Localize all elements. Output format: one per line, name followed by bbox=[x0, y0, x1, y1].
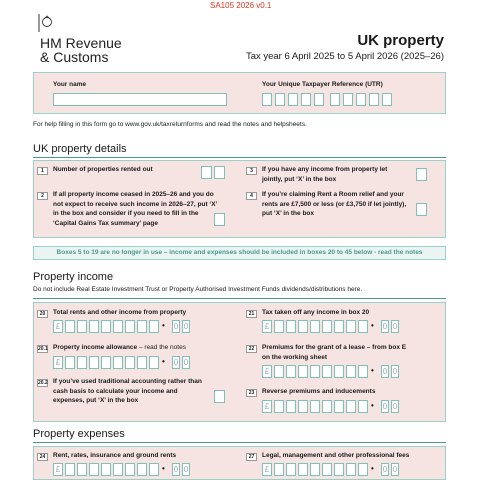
amount-cell[interactable] bbox=[358, 365, 368, 378]
amount-cell[interactable] bbox=[286, 365, 296, 378]
amount-cell[interactable] bbox=[77, 356, 87, 369]
box-number: 2 bbox=[37, 192, 48, 200]
utr-cell[interactable] bbox=[330, 93, 340, 106]
amount-cell[interactable] bbox=[149, 356, 159, 369]
properties-count-cell[interactable] bbox=[201, 166, 212, 179]
utr-cell[interactable] bbox=[382, 93, 392, 106]
box2-label: If all property income ceased in 2025–26 and you do not expect to receive such income in 2026–27, put ‘X’ in the box and consider if you need to fill in the ‘Capital Gains Tax summary’ page bbox=[53, 191, 218, 227]
amount-cell[interactable] bbox=[274, 463, 284, 476]
income-subtext: Do not include Real Estate Investment Trust or Property Authorised Investment Funds dividends/distributions here. bbox=[33, 286, 363, 293]
amount-cell[interactable] bbox=[322, 400, 332, 413]
traditional-accounting-checkbox[interactable] bbox=[214, 390, 225, 403]
decimal-point: • bbox=[162, 321, 165, 330]
amount-cell[interactable] bbox=[137, 463, 147, 476]
pound-sign: £ bbox=[53, 356, 63, 369]
amount-cell[interactable] bbox=[125, 320, 135, 333]
decimal-point: • bbox=[371, 321, 374, 330]
amount-cell[interactable] bbox=[274, 320, 284, 333]
utr-label: Your Unique Taxpayer Reference (UTR) bbox=[262, 81, 383, 88]
utr-cell[interactable] bbox=[288, 93, 298, 106]
pound-sign: £ bbox=[53, 320, 63, 333]
amount-cell[interactable] bbox=[322, 463, 332, 476]
amount-cell[interactable] bbox=[149, 463, 159, 476]
pound-sign: £ bbox=[262, 400, 272, 413]
box20-1-label bbox=[53, 343, 186, 353]
amount-cell[interactable] bbox=[125, 356, 135, 369]
box-number: 23 bbox=[246, 389, 257, 397]
org-line2: & Customs bbox=[40, 49, 109, 65]
utr-cell[interactable] bbox=[275, 93, 285, 106]
box-number: 4 bbox=[246, 192, 257, 200]
box-number: 3 bbox=[246, 167, 257, 175]
amount-cell[interactable] bbox=[137, 320, 147, 333]
decimal-point: • bbox=[371, 464, 374, 473]
amount-cell[interactable] bbox=[77, 320, 87, 333]
expenses-divider bbox=[33, 442, 446, 443]
amount-cell[interactable] bbox=[358, 463, 368, 476]
amount-cell[interactable] bbox=[137, 356, 147, 369]
rent-a-room-checkbox[interactable] bbox=[416, 203, 427, 216]
amount-cell[interactable] bbox=[298, 463, 308, 476]
pound-sign: £ bbox=[262, 463, 272, 476]
amount-cell[interactable] bbox=[346, 320, 356, 333]
amount-cell[interactable] bbox=[149, 320, 159, 333]
box24-label: Rent, rates, insurance and ground rents bbox=[53, 452, 177, 459]
pence-cell: 0 bbox=[392, 367, 398, 376]
amount-cell[interactable] bbox=[274, 365, 284, 378]
amount-cell[interactable] bbox=[286, 320, 296, 333]
amount-cell[interactable] bbox=[101, 356, 111, 369]
name-label: Your name bbox=[53, 81, 87, 88]
amount-cell[interactable] bbox=[358, 320, 368, 333]
amount-cell[interactable] bbox=[113, 356, 123, 369]
amount-cell[interactable] bbox=[322, 365, 332, 378]
properties-count-cell[interactable] bbox=[214, 166, 225, 179]
amount-cell[interactable] bbox=[310, 320, 320, 333]
amount-cell[interactable] bbox=[310, 463, 320, 476]
amount-cell[interactable] bbox=[65, 320, 75, 333]
box20-label: Total rents and other income from property bbox=[53, 309, 187, 316]
utr-cell[interactable] bbox=[262, 93, 272, 106]
amount-cell[interactable] bbox=[77, 463, 87, 476]
pence-cell: 0 bbox=[183, 465, 189, 474]
pence-cell: 0 bbox=[183, 358, 189, 367]
amount-cell[interactable] bbox=[113, 463, 123, 476]
pence-cell: 0 bbox=[392, 402, 398, 411]
decimal-point: • bbox=[371, 401, 374, 410]
box21-label: Tax taken off any income in box 20 bbox=[262, 309, 370, 316]
details-divider bbox=[33, 157, 446, 158]
amount-cell[interactable] bbox=[125, 463, 135, 476]
amount-cell[interactable] bbox=[334, 320, 344, 333]
crest-icon bbox=[38, 14, 54, 37]
help-text: For help filling in this form go to www.gov.uk/taxreturnforms and read the notes and helpsheets. bbox=[33, 121, 307, 128]
amount-cell[interactable] bbox=[101, 320, 111, 333]
box1-label: Number of properties rented out bbox=[53, 166, 153, 173]
ceased-checkbox[interactable] bbox=[214, 213, 225, 226]
income-heading: Property income bbox=[33, 271, 114, 283]
utr-cell[interactable] bbox=[369, 93, 379, 106]
box-number: 27 bbox=[246, 453, 257, 461]
pence-cell: 0 bbox=[382, 322, 388, 331]
pence-cell: 0 bbox=[392, 465, 398, 474]
org-name bbox=[40, 36, 122, 64]
amount-cell[interactable] bbox=[346, 365, 356, 378]
amount-cell[interactable] bbox=[346, 400, 356, 413]
pence-cell: 0 bbox=[173, 465, 179, 474]
amount-cell[interactable] bbox=[101, 463, 111, 476]
amount-cell[interactable] bbox=[286, 463, 296, 476]
amount-cell[interactable] bbox=[310, 400, 320, 413]
pence-cell: 0 bbox=[392, 322, 398, 331]
box27-label: Legal, management and other professional fees bbox=[262, 452, 410, 459]
amount-cell[interactable] bbox=[334, 400, 344, 413]
amount-cell[interactable] bbox=[65, 463, 75, 476]
pence-cell: 0 bbox=[183, 322, 189, 331]
utr-cell[interactable] bbox=[356, 93, 366, 106]
box20-1-label-main: Property income allowance bbox=[53, 344, 138, 351]
utr-cell[interactable] bbox=[314, 93, 324, 106]
amount-cell[interactable] bbox=[89, 463, 99, 476]
amount-cell[interactable] bbox=[286, 400, 296, 413]
box-number: 24 bbox=[37, 453, 48, 461]
box-number: 21 bbox=[246, 310, 257, 318]
utr-cell[interactable] bbox=[301, 93, 311, 106]
org-line1: HM Revenue bbox=[40, 35, 122, 51]
box20-1-note: – read the notes bbox=[137, 344, 186, 351]
utr-cell[interactable] bbox=[343, 93, 353, 106]
amount-cell[interactable] bbox=[334, 463, 344, 476]
box-number: 20 bbox=[37, 310, 48, 318]
amount-cell[interactable] bbox=[322, 320, 332, 333]
income-divider bbox=[33, 298, 446, 299]
box-number: 22 bbox=[246, 345, 257, 353]
tax-year: Tax year 6 April 2025 to 5 April 2026 (2025–26) bbox=[245, 51, 444, 62]
amount-cell[interactable] bbox=[310, 365, 320, 378]
pence-cell: 0 bbox=[382, 367, 388, 376]
amount-cell[interactable] bbox=[65, 356, 75, 369]
pound-sign: £ bbox=[53, 463, 63, 476]
name-field[interactable] bbox=[53, 93, 227, 106]
pound-sign: £ bbox=[262, 320, 272, 333]
box22-label: Premiums for the grant of a lease – from box E on the working sheet bbox=[262, 344, 407, 361]
pence-cell: 0 bbox=[382, 465, 388, 474]
box20-2-label: If you’ve used traditional accounting rather than cash basis to calculate your income and expenses, put ‘X’ in the box bbox=[53, 378, 202, 404]
pound-sign: £ bbox=[262, 365, 272, 378]
form-code: SA105 2026 v0.1 bbox=[210, 1, 272, 10]
box-number: 20.2 bbox=[38, 380, 48, 386]
amount-cell[interactable] bbox=[346, 463, 356, 476]
amount-cell[interactable] bbox=[358, 400, 368, 413]
box-number: 1 bbox=[37, 167, 48, 175]
expenses-heading: Property expenses bbox=[33, 428, 125, 440]
pence-cell: 0 bbox=[382, 402, 388, 411]
notice-bar: Boxes 5 to 19 are no longer in use – income and expenses should be included in boxes 20 to 45 below - read the notes bbox=[33, 246, 446, 260]
amount-cell[interactable] bbox=[298, 365, 308, 378]
decimal-point: • bbox=[371, 366, 374, 375]
pence-cell: 0 bbox=[173, 358, 179, 367]
amount-cell[interactable] bbox=[113, 320, 123, 333]
amount-cell[interactable] bbox=[334, 365, 344, 378]
amount-cell[interactable] bbox=[274, 400, 284, 413]
box3-label: If you have any income from property let jointly, put ‘X’ in the box bbox=[262, 166, 388, 183]
amount-cell[interactable] bbox=[298, 320, 308, 333]
box-number: 20.1 bbox=[38, 346, 48, 352]
joint-income-checkbox[interactable] bbox=[416, 168, 427, 181]
amount-cell[interactable] bbox=[89, 356, 99, 369]
box4-label: If you’re claiming Rent a Room relief and your rents are £7,500 or less (or £3,750 if let jointly), put ‘X’ in the box bbox=[262, 191, 407, 217]
amount-cell[interactable] bbox=[89, 320, 99, 333]
page-title: UK property bbox=[357, 32, 444, 49]
pence-cell: 0 bbox=[173, 322, 179, 331]
box23-label: Reverse premiums and inducements bbox=[262, 388, 376, 395]
decimal-point: • bbox=[162, 357, 165, 366]
decimal-point: • bbox=[162, 464, 165, 473]
amount-cell[interactable] bbox=[298, 400, 308, 413]
details-heading: UK property details bbox=[33, 143, 127, 155]
